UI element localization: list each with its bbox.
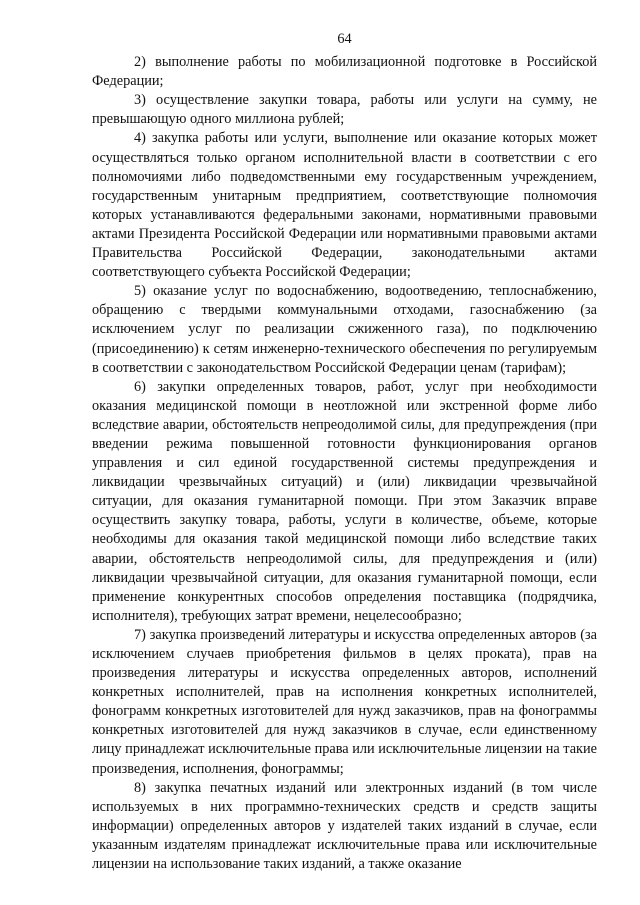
paragraph-item-7: 7) закупка произведений литературы и искусства определенных авторов (за исключением случаев приобретения фильмов в целях проката), прав на произведения литературы и искусства определенных авторов, исполнений конкретных исполнителей, прав на исполнения конкретных исполнителей, фонограмм конкретных изготовителей для нужд заказчиков, прав на фонограммы конкретных изготовителей для нужд заказчиков в случае, если единственному лицу принадлежат исключительные права или исключительные лицензии на такие произведения, исполнения, фонограммы; (92, 626, 597, 777)
paragraph-item-3: 3) осуществление закупки товара, работы или услуги на сумму, не превышающую одного миллиона рублей; (92, 92, 597, 128)
document-page (92, 30, 597, 874)
paragraph-item-5: 5) оказание услуг по водоснабжению, водоотведению, теплоснабжению, обращению с твердыми коммунальными отходами, газоснабжению (за исключением услуг по реализации сжиженного газа), по подключению (присоединению) к сетям инженерно-технического обеспечения по регулируемым в соответствии с законодательством Российской Федерации ценам (тарифам); (92, 283, 597, 376)
paragraph-item-6: 6) закупки определенных товаров, работ, услуг при необходимости оказания медицинской помощи в неотложной или экстренной форме либо вследствие аварии, обстоятельств непреодолимой силы, для предупреждения (при введении режима повышенной готовности функционирования органов управления и сил единой государственной системы предупреждения и ликвидации чрезвычайных ситуаций) и (или) ликвидации чрезвычайной ситуации, для оказания гуманитарной помощи. При этом Заказчик вправе осуществить закупку товара, работы, услуги в количестве, объеме, которые необходимы для оказания такой медицинской помощи либо вследствие таких аварии, обстоятельств непреодолимой силы, для предупреждения и (или) ликвидации чрезвычайной ситуации, для оказания гуманитарной помощи, если применение конкурентных способов определения поставщика (подрядчика, исполнителя), требующих затрат времени, нецелесообразно; (92, 378, 597, 624)
paragraph-item-4: 4) закупка работы или услуги, выполнение или оказание которых может осуществляться только органом исполнительной власти в соответствии с его полномочиями либо подведомственными ему государственным учреждением, государственным унитарным предприятием, соответствующие полномочия которых устанавливаются федеральными законами, нормативными правовыми актами Президента Российской Федерации или нормативными правовыми актами Правительства Российской Федерации, законодательными актами соответствующего субъекта Российской Федерации; (92, 130, 597, 281)
paragraph-item-2: 2) выполнение работы по мобилизационной подготовке в Российской Федерации; (92, 54, 597, 90)
page-number: 64 (337, 31, 352, 47)
paragraph-item-8: 8) закупка печатных изданий или электронных изданий (в том числе используемых в них программно-технических средств и средств защиты информации) определенных авторов у издателей таких изданий в случае, если указанным издателям принадлежат исключительные права или исключительные лицензии на использование таких изданий, а также оказание (92, 779, 597, 873)
